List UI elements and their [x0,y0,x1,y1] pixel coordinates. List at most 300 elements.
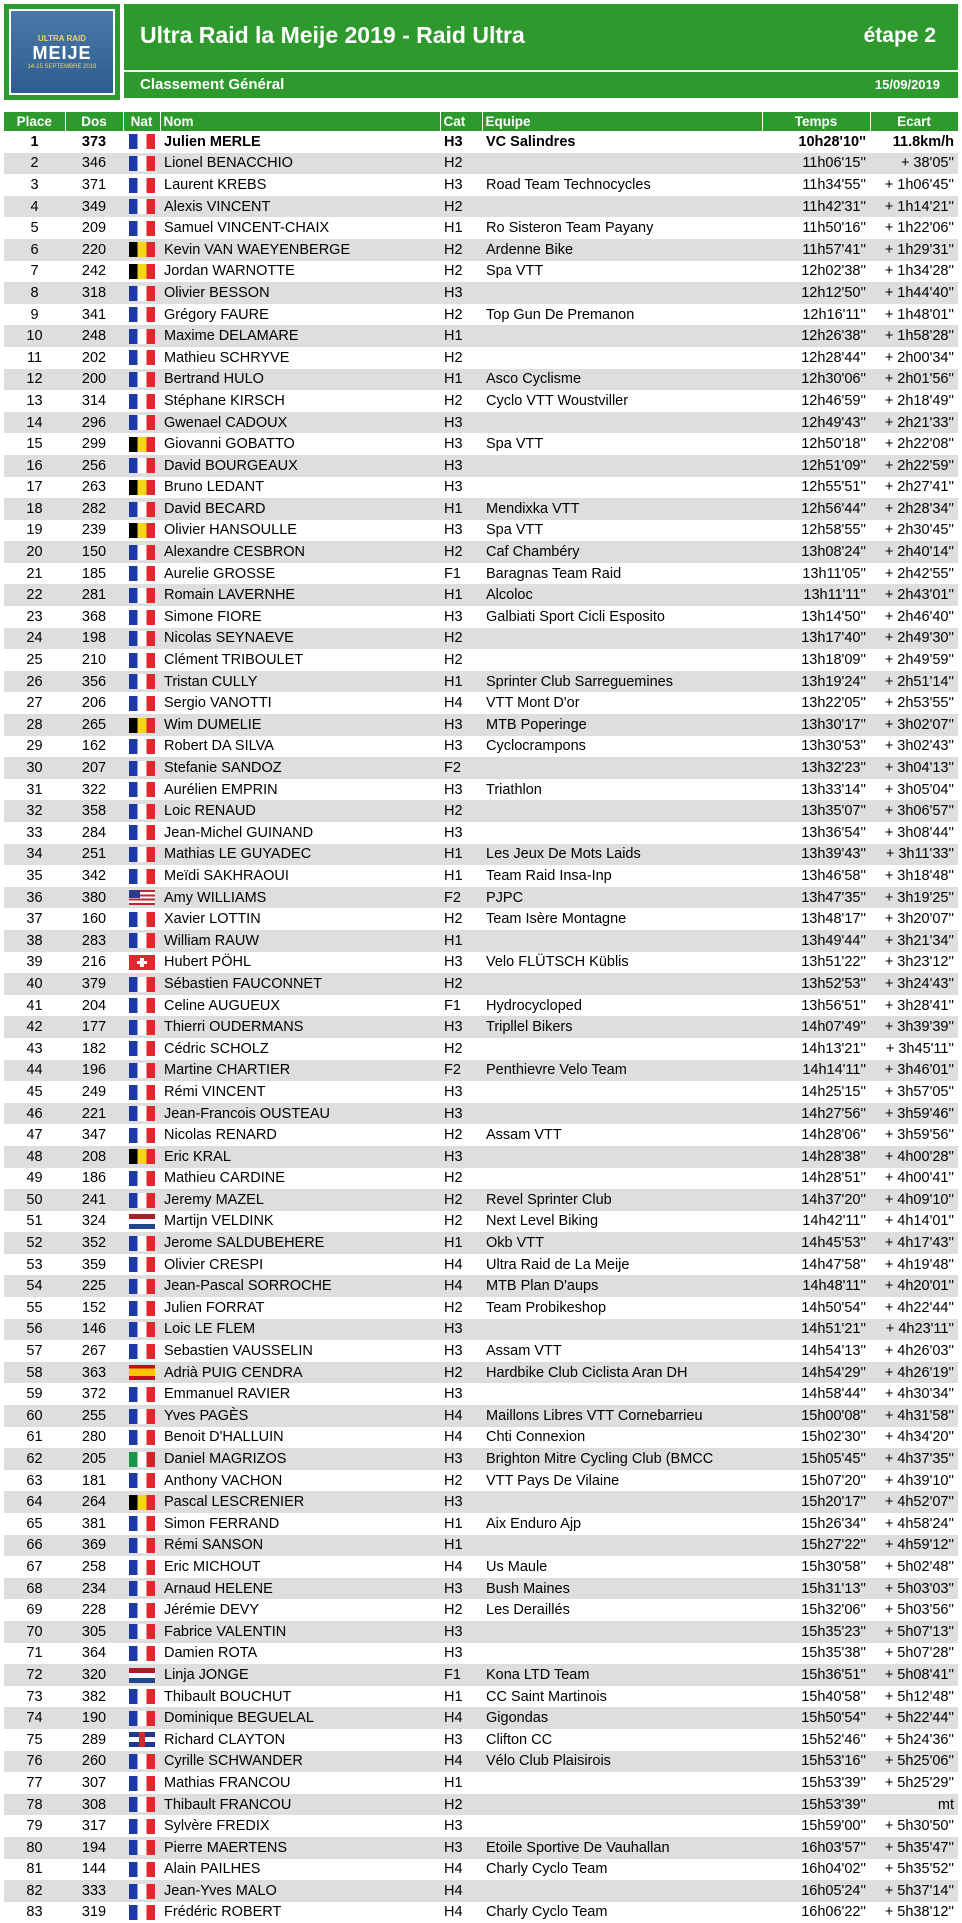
bib-cell: 359 [81,1256,107,1273]
flag-fr-icon [129,1409,155,1424]
name-cell: Julien FORRAT [164,1299,265,1316]
name-cell: Mathias LE GUYADEC [160,844,440,866]
col-header-temps[interactable]: Temps [762,112,870,131]
table-row[interactable] [4,930,958,952]
table-row[interactable] [4,455,958,477]
place-cell: 66 [4,1535,65,1557]
team-cell [482,973,762,995]
category-cell: H4 [444,1429,463,1446]
time-cell: 12h30'06'' [762,369,870,391]
flag-fr-icon [129,1257,155,1272]
col-header-ecart[interactable]: Ecart [870,112,958,131]
category-cell: H3 [440,455,482,477]
flag-fr-icon [129,912,155,927]
flag-fr-icon [129,933,155,948]
bib-cell: 281 [65,584,123,606]
gap-cell: + 4h52'07'' [870,1491,958,1513]
bib-cell: 324 [81,1213,107,1230]
table-row[interactable] [4,1664,958,1686]
table-row[interactable] [4,1513,958,1535]
table-row[interactable] [4,1578,958,1600]
category-cell: H3 [444,176,463,193]
team-cell: Les Jeux De Mots Laids [482,844,762,866]
flag-fr-icon [129,1193,155,1208]
nation-cell [123,369,160,391]
table-row[interactable] [4,1621,958,1643]
name-cell: Sébastien FAUCONNET [160,973,440,995]
table-row[interactable] [4,1081,958,1103]
gap-cell: + 5h03'56'' [884,1602,954,1619]
table-row[interactable] [4,908,958,930]
gap-cell: + 5h37'14'' [870,1880,958,1902]
team-cell: Kona LTD Team [482,1664,762,1686]
table-row[interactable] [4,844,958,866]
table-row[interactable] [4,153,958,175]
table-row[interactable] [4,973,958,995]
time-cell: 16h03'57'' [762,1837,870,1859]
team-cell [482,1535,762,1557]
category-cell: H2 [440,1362,482,1384]
place-cell: 70 [4,1621,65,1643]
table-row[interactable] [4,1340,958,1362]
bib-cell: 346 [65,153,123,175]
bib-cell: 381 [81,1515,107,1532]
time-cell: 13h30'17'' [762,714,870,736]
table-row[interactable] [4,390,958,412]
gap-cell: + 3h28'41'' [884,997,954,1014]
table-row[interactable] [4,1319,958,1341]
gap-cell: + 1h14'21'' [870,196,958,218]
gap-cell: + 2h42'55'' [884,565,954,582]
table-row[interactable] [4,477,958,499]
name-cell: Julien MERLE [164,133,261,150]
table-row[interactable] [4,865,958,887]
flag-fr-icon [129,761,155,776]
team-cell: Us Maule [486,1558,548,1575]
place-cell: 52 [4,1232,65,1254]
bib-cell: 369 [65,1535,123,1557]
flag-fr-icon [129,502,155,517]
table-row[interactable] [4,1232,958,1254]
gap-cell: + 5h24'36'' [884,1731,954,1748]
table-row[interactable] [4,1254,958,1276]
table-row[interactable] [4,1794,958,1816]
table-row[interactable] [4,1448,958,1470]
table-row[interactable] [4,692,958,714]
table-row[interactable] [4,239,958,261]
col-header-dos[interactable]: Dos [65,112,123,131]
team-cell: Assam VTT [486,1127,562,1144]
time-cell: 13h51'22'' [801,954,866,971]
ranking-subtitle: Classement Général [140,76,285,93]
time-cell: 15h02'30'' [801,1429,866,1446]
team-cell [482,1491,762,1513]
gap-cell: + 4h00'41'' [884,1170,954,1187]
team-cell: Maillons Libres VTT Cornebarrieu [482,1405,762,1427]
category-cell: H2 [444,306,463,323]
table-row[interactable] [4,131,958,153]
name-cell: Celine AUGUEUX [164,997,281,1014]
name-cell: Meïdi SAKHRAOUI [164,867,289,884]
category-cell: H1 [440,844,482,866]
category-cell: H2 [440,973,482,995]
team-cell [482,1038,762,1060]
name-cell: Mathias FRANCOU [164,1774,291,1791]
name-cell: Hubert PÖHL [164,954,252,971]
gap-cell: + 5h08'41'' [870,1664,958,1686]
table-row[interactable] [4,1038,958,1060]
time-cell: 15h32'06'' [801,1602,866,1619]
table-row[interactable] [4,1729,958,1751]
flag-fr-icon [129,199,155,214]
category-cell: H2 [444,1472,463,1489]
place-cell: 13 [26,392,43,409]
table-row[interactable] [4,325,958,347]
nation-cell [123,844,160,866]
name-cell: Jean-Michel GUINAND [164,824,314,841]
place-cell: 42 [4,1016,65,1038]
flag-fr-icon [129,221,155,236]
gap-cell: + 3h59'56'' [884,1127,954,1144]
category-cell: H3 [440,1448,482,1470]
flag-fr-icon [129,1603,155,1618]
time-cell: 13h14'50'' [801,608,866,625]
nation-cell [123,1491,160,1513]
name-cell: Loic LE FLEM [160,1319,440,1341]
gap-cell: + 2h49'30'' [870,628,958,650]
table-row[interactable] [4,1643,958,1665]
team-cell: Triathlon [486,781,542,798]
place-cell: 80 [4,1837,65,1859]
team-cell: Baragnas Team Raid [486,565,622,582]
time-cell: 14h54'29'' [762,1362,870,1384]
table-row[interactable] [4,1751,958,1773]
table-row[interactable] [4,1535,958,1557]
table-row[interactable] [4,1405,958,1427]
place-cell: 11 [26,349,43,366]
table-row[interactable] [4,520,958,542]
table-row[interactable] [4,1362,958,1384]
bib-cell: 341 [81,306,107,323]
time-cell: 13h22'05'' [801,695,866,712]
name-cell: Olivier BESSON [160,282,440,304]
table-row[interactable] [4,369,958,391]
team-cell [482,930,762,952]
table-row[interactable] [4,261,958,283]
gap-cell: + 1h44'40'' [870,282,958,304]
nation-cell [123,131,160,153]
col-header-cat[interactable]: Cat [440,112,482,131]
table-row[interactable] [4,1556,958,1578]
team-cell: Charly Cyclo Team [486,1904,608,1921]
table-row[interactable] [4,649,958,671]
table-row[interactable] [4,736,958,758]
col-header-nom[interactable]: Nom [160,112,440,131]
place-cell: 45 [26,1083,43,1100]
nation-cell [123,1275,160,1297]
team-cell [482,628,762,650]
flag-fr-icon [129,588,155,603]
table-row[interactable] [4,952,958,974]
table-row[interactable] [4,1707,958,1729]
name-cell: Aurélien EMPRIN [164,781,278,798]
logo-text-top: ULTRA RAID [38,34,86,43]
table-row[interactable] [4,1297,958,1319]
time-cell: 15h53'16'' [762,1751,870,1773]
bib-cell: 373 [81,133,107,150]
place-cell: 28 [4,714,65,736]
flag-fr-icon [129,804,155,819]
name-cell: Eric KRAL [160,1146,440,1168]
table-row[interactable] [4,1146,958,1168]
table-row[interactable] [4,606,958,628]
place-cell: 77 [26,1774,43,1791]
gap-cell: + 3h19'25'' [870,887,958,909]
table-row[interactable] [4,779,958,801]
table-row[interactable] [4,671,958,693]
gap-cell: + 3h24'43'' [870,973,958,995]
name-cell: Benoit D'HALLUIN [164,1429,284,1446]
col-header-place[interactable]: Place [4,112,65,131]
nation-cell [123,1383,160,1405]
gap-cell: + 5h07'28'' [884,1645,954,1662]
time-cell: 14h07'49'' [762,1016,870,1038]
flag-fr-icon [129,782,155,797]
category-cell: H2 [444,1040,463,1057]
bib-cell: 320 [65,1664,123,1686]
bib-cell: 207 [65,757,123,779]
table-row[interactable] [4,1859,958,1881]
time-cell: 11h50'16'' [802,220,866,237]
gap-cell: + 4h20'01'' [870,1275,958,1297]
team-cell: Alcoloc [482,584,762,606]
bib-cell: 209 [81,220,107,237]
table-row[interactable] [4,304,958,326]
bib-cell: 239 [81,522,107,539]
name-cell: David BECARD [160,498,440,520]
team-cell: Mendixka VTT [482,498,762,520]
gap-cell: + 4h14'01'' [884,1213,954,1230]
name-cell: Thibault BOUCHUT [164,1688,292,1705]
bib-cell: 283 [65,930,123,952]
table-row[interactable] [4,628,958,650]
gap-cell: + 4h19'48'' [884,1256,954,1273]
name-cell: Laurent KREBS [164,176,267,193]
table-row[interactable] [4,541,958,563]
flag-fr-icon [129,825,155,840]
name-cell: Mathieu CARDINE [164,1170,285,1187]
table-row[interactable] [4,995,958,1017]
event-logo [4,4,120,100]
name-cell: Jean-Pascal SORROCHE [160,1275,440,1297]
bib-cell: 220 [65,239,123,261]
category-cell: H3 [440,1146,482,1168]
time-cell: 12h55'51'' [801,479,866,496]
time-cell: 14h14'11'' [762,1060,870,1082]
team-cell: Spa VTT [486,263,544,280]
table-row[interactable] [4,1103,958,1125]
category-cell: H4 [440,1880,482,1902]
time-cell: 16h04'02'' [801,1861,866,1878]
table-row[interactable] [4,1470,958,1492]
logo-text-main: MEIJE [32,43,92,63]
flag-it-icon [129,1452,155,1467]
table-row[interactable] [4,1383,958,1405]
time-cell: 13h52'53'' [762,973,870,995]
table-row[interactable] [4,563,958,585]
gap-cell: + 4h26'19'' [870,1362,958,1384]
gap-cell: + 4h31'58'' [870,1405,958,1427]
table-row[interactable] [4,1880,958,1902]
time-cell: 15h05'45'' [762,1448,870,1470]
table-row[interactable] [4,1168,958,1190]
team-cell: Vélo Club Plaisirois [482,1751,762,1773]
nation-cell [123,347,160,369]
table-row[interactable] [4,1686,958,1708]
flag-fr-icon [129,1387,155,1402]
time-cell: 12h26'38'' [762,325,870,347]
table-row[interactable] [4,1275,958,1297]
place-cell: 17 [26,479,43,496]
place-cell: 53 [26,1256,43,1273]
place-cell: 32 [4,800,65,822]
bib-cell: 204 [81,997,107,1014]
team-cell: Team Raid Insa-Inp [486,867,612,884]
table-row[interactable] [4,1016,958,1038]
nation-cell [123,1189,160,1211]
nation-cell [123,887,160,909]
table-row[interactable] [4,347,958,369]
table-row[interactable] [4,800,958,822]
place-cell: 46 [4,1103,65,1125]
flag-fr-icon [129,394,155,409]
table-row[interactable] [4,1124,958,1146]
nation-cell [123,455,160,477]
team-cell [482,1772,762,1794]
name-cell: Olivier CRESPI [164,1256,264,1273]
team-cell: Assam VTT [486,1343,562,1360]
flag-fr-icon [129,458,155,473]
flag-fr-icon [129,1905,155,1920]
gap-cell: + 3h39'39'' [870,1016,958,1038]
place-cell: 40 [4,973,65,995]
time-cell: 16h05'24'' [762,1880,870,1902]
team-cell: Hardbike Club Ciclista Aran DH [482,1362,762,1384]
col-header-nat[interactable]: Nat [123,112,160,131]
name-cell: Romain LAVERNHE [160,584,440,606]
table-row[interactable] [4,1060,958,1082]
bib-cell: 200 [65,369,123,391]
table-row[interactable] [4,174,958,196]
bib-cell: 202 [81,349,107,366]
table-row[interactable] [4,498,958,520]
category-cell: H1 [444,1515,463,1532]
time-cell: 15h35'23'' [762,1621,870,1643]
team-cell: VTT Pays De Vilaine [486,1472,620,1489]
gap-cell: + 3h59'46'' [870,1103,958,1125]
time-cell: 14h13'21'' [801,1040,866,1057]
table-row[interactable] [4,1815,958,1837]
nation-cell [123,1772,160,1794]
category-cell: H2 [444,263,463,280]
time-cell: 11h06'15'' [762,153,870,175]
category-cell: H3 [444,436,463,453]
bib-cell: 299 [81,436,107,453]
table-row[interactable] [4,433,958,455]
gap-cell: + 3h20'07'' [884,911,954,928]
col-header-equipe[interactable]: Equipe [482,112,762,131]
table-row[interactable] [4,887,958,909]
gap-cell: + 2h01'56'' [870,369,958,391]
table-row[interactable] [4,1837,958,1859]
team-cell: Les Deraillés [486,1602,570,1619]
table-row[interactable] [4,1599,958,1621]
nation-cell [123,217,160,239]
table-row[interactable] [4,217,958,239]
category-cell: H2 [440,239,482,261]
time-cell: 13h46'58'' [801,867,866,884]
bib-cell: 352 [65,1232,123,1254]
table-row[interactable] [4,1491,958,1513]
table-row[interactable] [4,822,958,844]
table-row[interactable] [4,584,958,606]
place-cell: 76 [4,1751,65,1773]
nation-cell [123,1038,160,1060]
place-cell: 30 [4,757,65,779]
name-cell: Pierre MAERTENS [160,1837,440,1859]
table-row[interactable] [4,1772,958,1794]
nation-cell [123,1016,160,1038]
category-cell: F1 [444,997,461,1014]
place-cell: 10 [4,325,65,347]
name-cell: Rémi VINCENT [164,1083,266,1100]
name-cell: Thibault FRANCOU [160,1794,440,1816]
table-row[interactable] [4,1189,958,1211]
flag-be-icon [129,1149,155,1164]
flag-fr-icon [129,847,155,862]
gap-cell: + 4h22'44'' [884,1299,954,1316]
category-cell: H3 [444,1343,463,1360]
category-cell: H3 [440,1491,482,1513]
time-cell: 14h45'53'' [762,1232,870,1254]
team-cell: Cyclocrampons [486,738,586,755]
table-row[interactable] [4,714,958,736]
bib-cell: 308 [65,1794,123,1816]
nation-cell [123,1124,160,1146]
flag-gb-icon [129,1732,155,1747]
time-cell: 11h34'55'' [802,176,866,193]
category-cell: H4 [440,1405,482,1427]
table-row[interactable] [4,1211,958,1233]
flag-fr-icon [129,1797,155,1812]
name-cell: Bertrand HULO [160,369,440,391]
team-cell [482,1103,762,1125]
table-row[interactable] [4,196,958,218]
table-row[interactable] [4,282,958,304]
gap-cell: + 3h45'11'' [885,1040,954,1057]
place-cell: 14 [4,412,65,434]
category-cell: H1 [440,1535,482,1557]
table-row[interactable] [4,757,958,779]
nation-cell [123,433,160,455]
table-row[interactable] [4,1427,958,1449]
flag-fr-icon [129,1020,155,1035]
time-cell: 15h27'22'' [762,1535,870,1557]
team-cell [482,1168,762,1190]
table-row[interactable] [4,412,958,434]
category-cell: H1 [440,498,482,520]
place-cell: 19 [26,522,43,539]
